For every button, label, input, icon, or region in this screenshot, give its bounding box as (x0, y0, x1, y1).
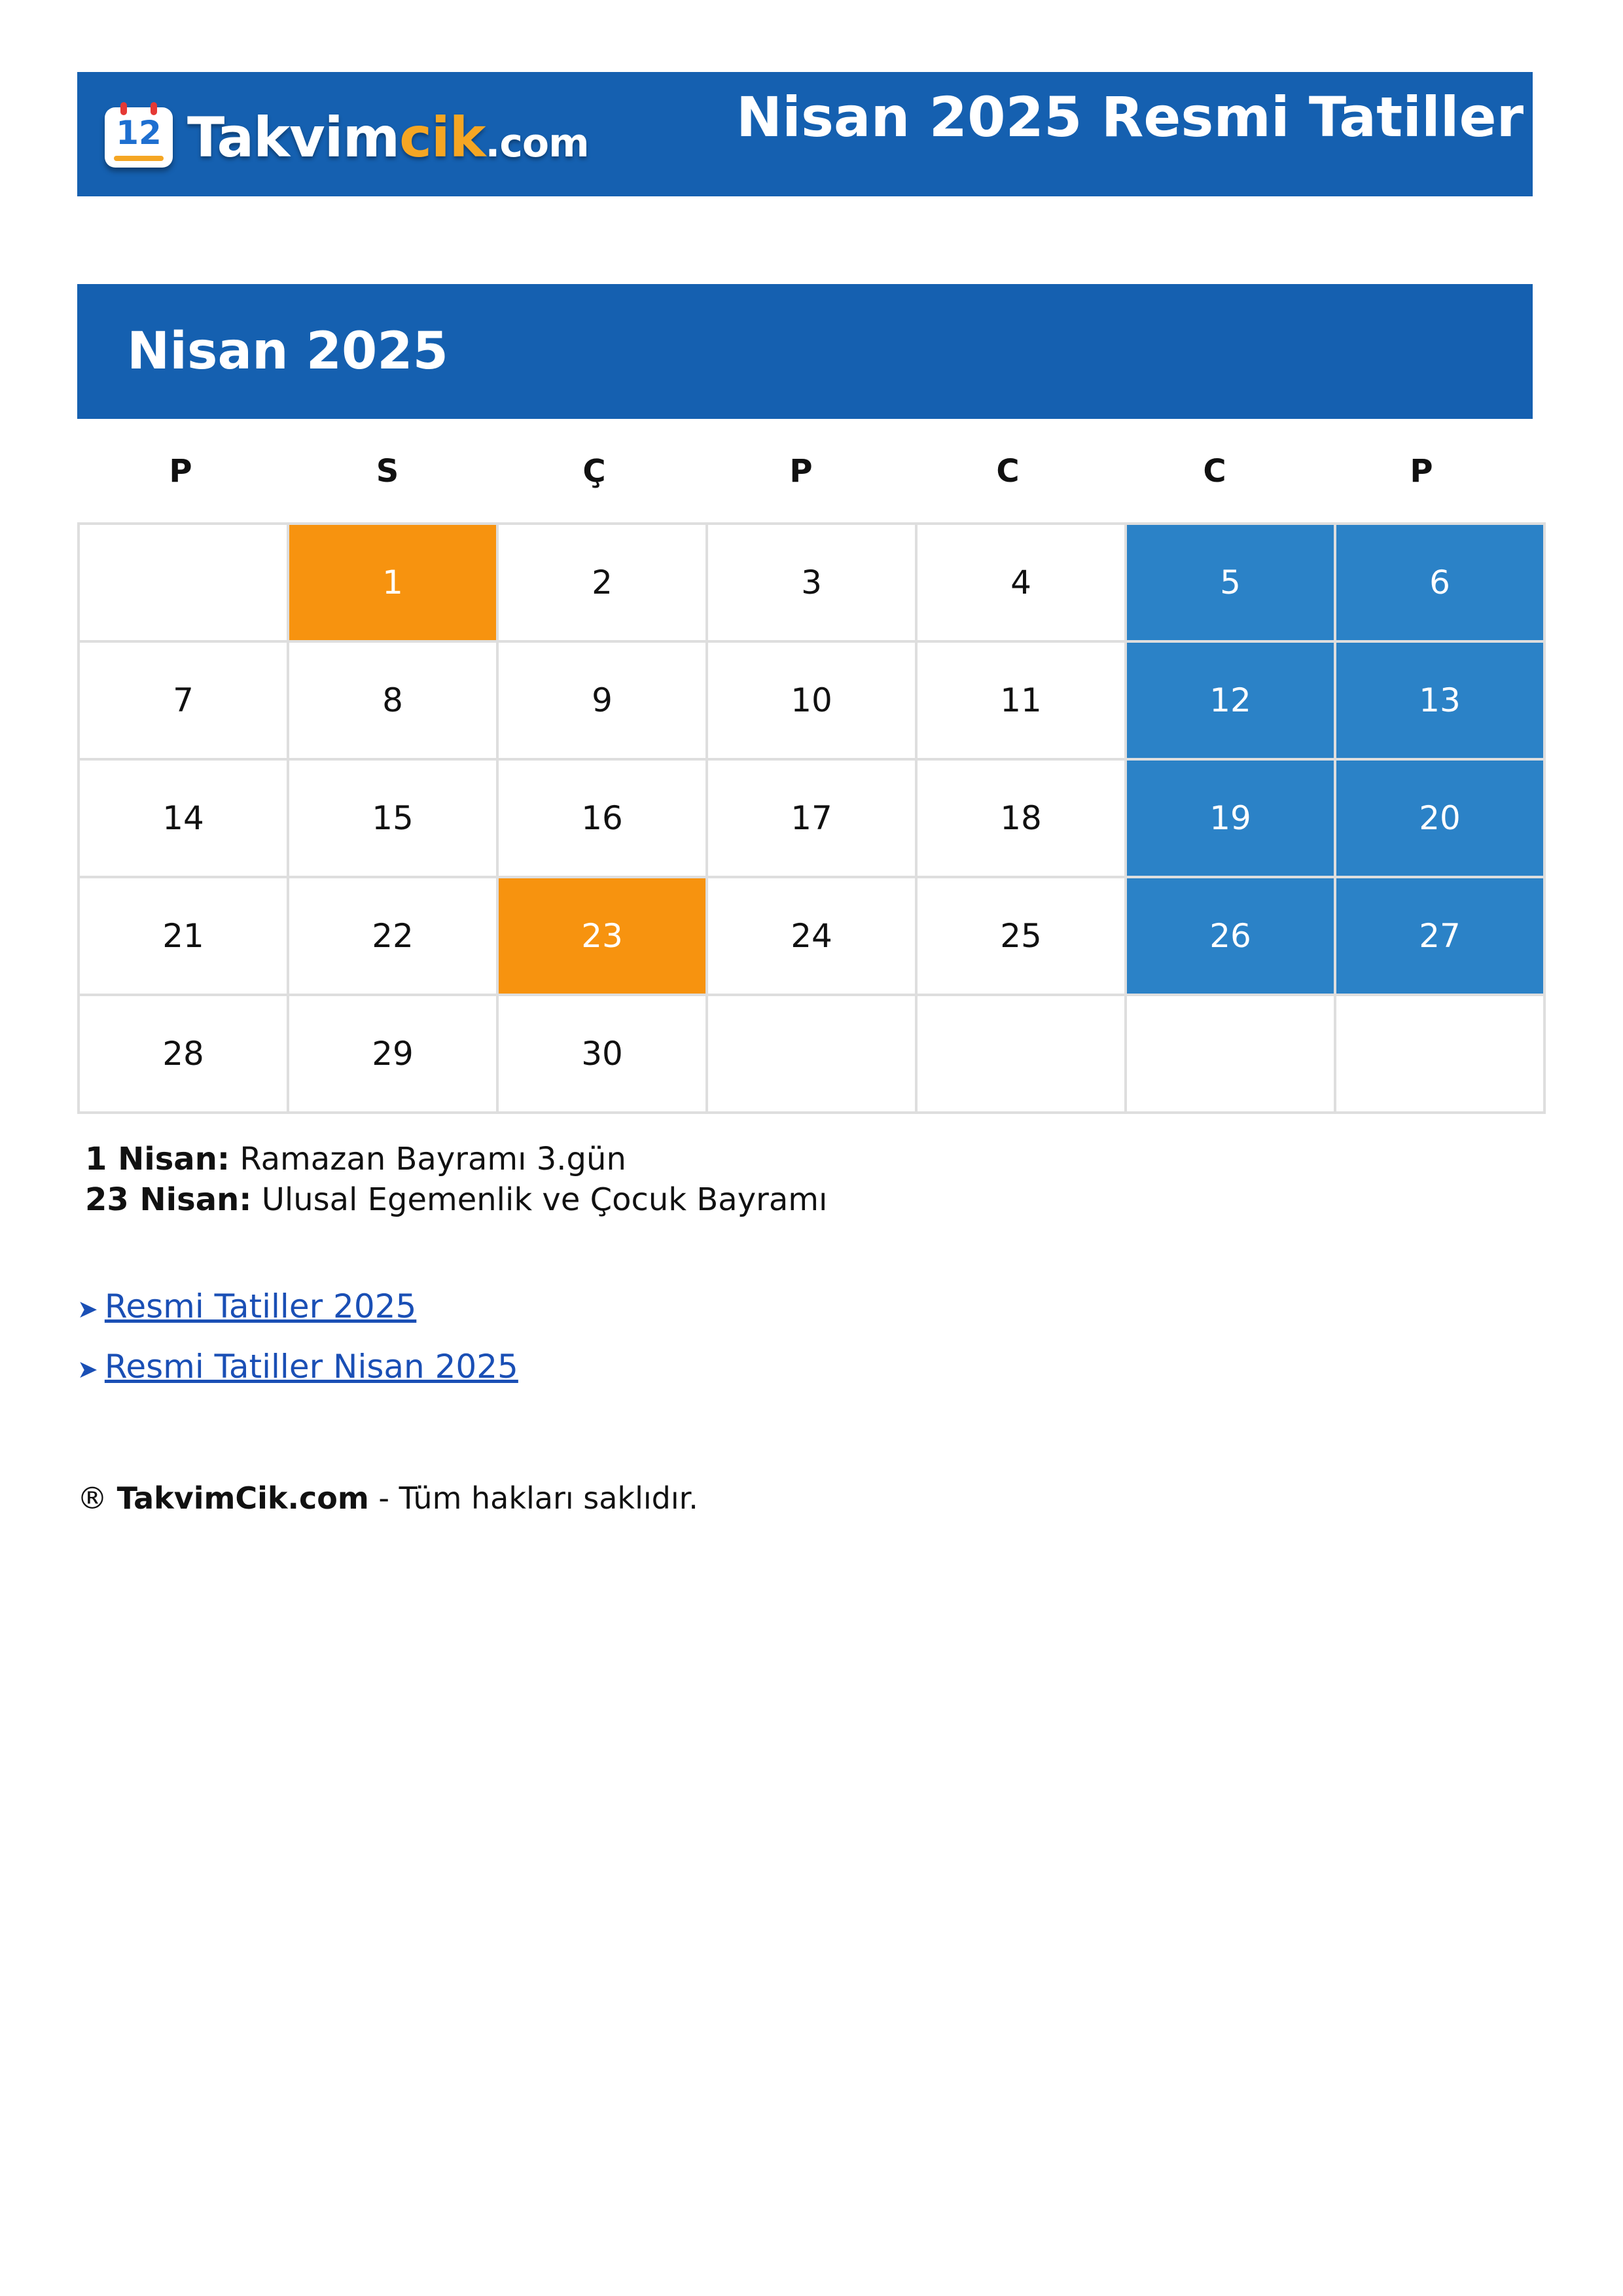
weekday-label: C (996, 453, 1020, 490)
calendar-icon (105, 107, 173, 168)
calendar-empty-cell (916, 995, 1126, 1113)
logo-text (187, 105, 589, 170)
calendar-empty-cell (79, 524, 288, 641)
link-resmi-tatiller-2025[interactable]: Resmi Tatiller 2025 (104, 1287, 417, 1325)
holiday-date: 1 Nisan: (85, 1141, 230, 1177)
calendar-day-cell: 8 (288, 641, 497, 759)
calendar-day-cell: 20 (1335, 759, 1544, 877)
month-title: Nisan 2025 (127, 322, 448, 381)
calendar-day-cell: 16 (497, 759, 707, 877)
logo-text-part2: cik (399, 105, 486, 170)
calendar-day-cell: 28 (79, 995, 288, 1113)
calendar-day-cell: 27 (1335, 877, 1544, 995)
weekday-label: Ç (582, 453, 606, 490)
calendar-day-cell: 9 (497, 641, 707, 759)
page-title: Nisan 2025 Resmi Tatiller (736, 85, 1524, 149)
calendar-week-row (79, 524, 1544, 641)
holiday-notes (85, 1139, 827, 1220)
calendar-day-cell: 18 (916, 759, 1126, 877)
calendar-day-cell: 13 (1335, 641, 1544, 759)
holiday-note (85, 1179, 827, 1220)
calendar-day-cell: 5 (1126, 524, 1335, 641)
weekday-label: P (789, 453, 813, 490)
calendar-day-cell: 22 (288, 877, 497, 995)
holiday-name: Ramazan Bayramı 3.gün (240, 1141, 626, 1177)
calendar-day-cell: 6 (1335, 524, 1544, 641)
calendar-day-cell: 11 (916, 641, 1126, 759)
calendar-day-cell: 17 (707, 759, 916, 877)
calendar-day-cell: 15 (288, 759, 497, 877)
weekday-label: P (1410, 453, 1433, 490)
weekday-label: C (1203, 453, 1226, 490)
calendar-day-cell: 26 (1126, 877, 1335, 995)
calendar-empty-cell (1126, 995, 1335, 1113)
footer-text: - Tüm hakları saklıdır. (378, 1480, 698, 1516)
logo-icon-number: 12 (116, 114, 162, 152)
arrow-right-icon: ➤ (77, 1295, 98, 1323)
calendar-day-cell: 19 (1126, 759, 1335, 877)
calendar-day-cell: 2 (497, 524, 707, 641)
calendar-day-cell: 1 (288, 524, 497, 641)
calendar-day-cell: 4 (916, 524, 1126, 641)
calendar-day-cell: 12 (1126, 641, 1335, 759)
link-row (77, 1276, 518, 1336)
calendar-day-cell: 10 (707, 641, 916, 759)
calendar-day-cell: 23 (497, 877, 707, 995)
calendar-day-cell: 7 (79, 641, 288, 759)
holiday-date: 23 Nisan: (85, 1181, 252, 1218)
calendar-empty-cell (707, 995, 916, 1113)
footer-brand: TakvimCik.com (116, 1480, 369, 1516)
weekday-header-row (77, 445, 1525, 497)
arrow-right-icon: ➤ (77, 1355, 98, 1384)
link-resmi-tatiller-nisan-2025[interactable]: Resmi Tatiller Nisan 2025 (104, 1348, 518, 1386)
calendar-week-row (79, 641, 1544, 759)
calendar-day-cell: 21 (79, 877, 288, 995)
calendar-day-cell: 24 (707, 877, 916, 995)
logo-text-part3: .com (485, 120, 589, 166)
calendar-grid (77, 522, 1546, 1114)
calendar-day-cell: 14 (79, 759, 288, 877)
site-logo[interactable] (105, 105, 589, 170)
related-links (77, 1276, 518, 1397)
calendar-day-cell: 29 (288, 995, 497, 1113)
calendar-day-cell: 25 (916, 877, 1126, 995)
weekday-label: S (376, 453, 399, 490)
registered-symbol: ® (77, 1480, 107, 1516)
calendar-day-cell: 30 (497, 995, 707, 1113)
footer (77, 1480, 698, 1516)
link-row (77, 1336, 518, 1397)
month-header (77, 284, 1533, 419)
holiday-name: Ulusal Egemenlik ve Çocuk Bayramı (261, 1181, 828, 1218)
holiday-note (85, 1139, 827, 1179)
calendar-empty-cell (1335, 995, 1544, 1113)
weekday-label: P (169, 453, 192, 490)
calendar-week-row (79, 759, 1544, 877)
calendar-week-row (79, 877, 1544, 995)
logo-text-part1: Takvim (187, 105, 400, 170)
calendar-day-cell: 3 (707, 524, 916, 641)
calendar-week-row (79, 995, 1544, 1113)
